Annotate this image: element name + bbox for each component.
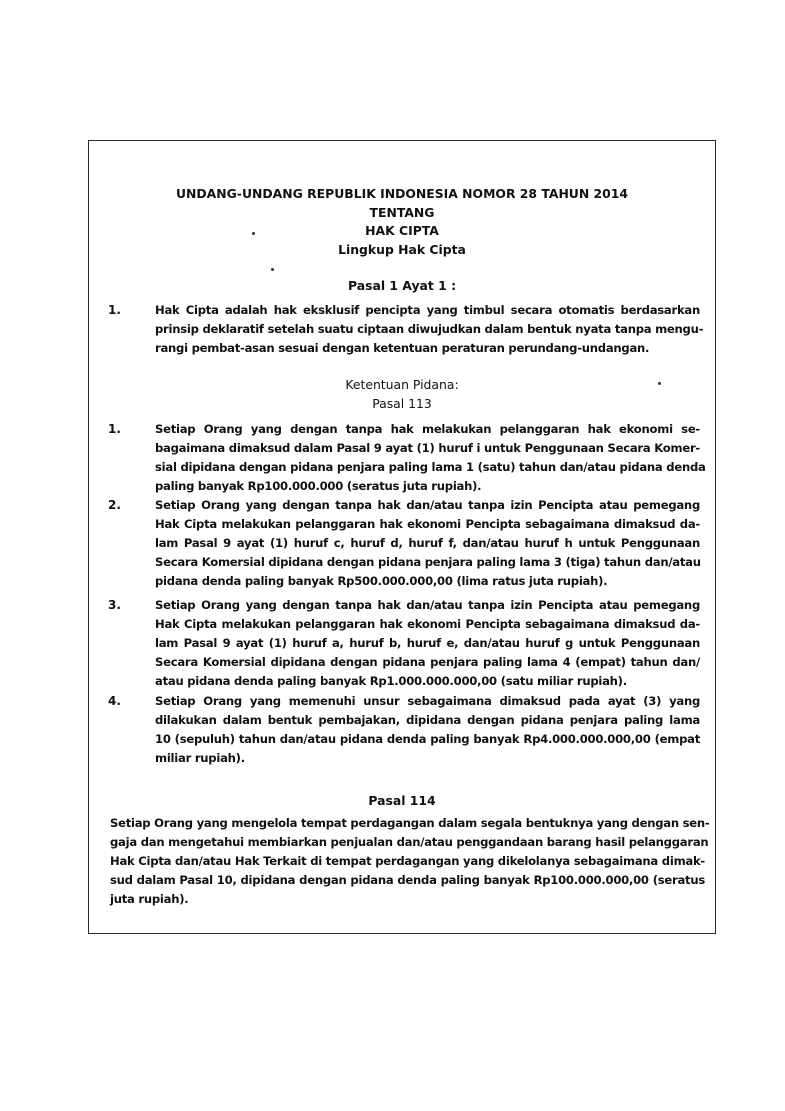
pasal113-item-line: lam Pasal 9 ayat (1) huruf a, huruf b, huruf e, dan/atau huruf g untuk Penggunaan — [155, 636, 700, 650]
pasal113-item-line: paling banyak Rp100.000.000 (seratus juta rupiah). — [155, 479, 482, 493]
pasal113-item-line: sial dipidana dengan pidana penjara paling lama 1 (satu) tahun dan/atau pidana denda — [155, 460, 706, 474]
pasal113-item-line: Hak Cipta melakukan pelanggaran hak ekonomi Pencipta sebagaimana dimaksud da- — [155, 517, 700, 531]
pasal114-line: Setiap Orang yang mengelola tempat perdagangan dalam segala bentuknya yang dengan sen- — [110, 816, 710, 830]
pasal114-heading: Pasal 114 — [368, 793, 436, 808]
law-title: UNDANG-UNDANG REPUBLIK INDONESIA NOMOR 28 TAHUN 2014 — [175, 186, 629, 201]
pasal113-item-line: Secara Komersial dipidana dengan pidana penjara paling lama 4 (empat) tahun dan/ — [155, 655, 700, 669]
pasal114-line: sud dalam Pasal 10, dipidana dengan pidana denda paling banyak Rp100.000.000,00 (seratus — [110, 873, 705, 887]
pasal113-item-line: miliar rupiah). — [155, 751, 245, 765]
pasal113-item-number: 2. — [108, 498, 121, 512]
pasal1-heading: Pasal 1 Ayat 1 : — [347, 278, 457, 293]
pasal113-item-line: 10 (sepuluh) tahun dan/atau pidana denda paling banyak Rp4.000.000.000,00 (empat — [155, 732, 700, 746]
pasal113-item-line: Setiap Orang yang dengan tanpa hak melakukan pelanggaran hak ekonomi se- — [155, 422, 700, 436]
pasal113-item-line: lam Pasal 9 ayat (1) huruf c, huruf d, huruf f, dan/atau huruf h untuk Penggunaan — [155, 536, 700, 550]
pasal113-item-line: pidana denda paling banyak Rp500.000.000,00 (lima ratus juta rupiah). — [155, 574, 608, 588]
pasal113-item-number: 4. — [108, 694, 121, 708]
ketentuan-heading: Ketentuan Pidana: — [345, 377, 459, 392]
pasal114-line: gaja dan mengetahui membiarkan penjualan dan/atau penggandaan barang hasil pelanggaran — [110, 835, 709, 849]
law-subject: HAK CIPTA — [365, 223, 439, 238]
law-tentang: TENTANG — [369, 205, 435, 220]
pasal113-item-line: Setiap Orang yang memenuhi unsur sebagaimana dimaksud pada ayat (3) yang — [155, 694, 700, 708]
pasal113-item-line: bagaimana dimaksud dalam Pasal 9 ayat (1) huruf i untuk Penggunaan Secara Komer- — [155, 441, 700, 455]
pasal113-item-number: 3. — [108, 598, 121, 612]
pasal1-line: Hak Cipta adalah hak eksklusif pencipta yang timbul secara otomatis berdasarkan — [155, 303, 700, 317]
pasal113-item-line: atau pidana denda paling banyak Rp1.000.000.000,00 (satu miliar rupiah). — [155, 674, 627, 688]
pasal113-item-line: Secara Komersial dipidana dengan pidana penjara paling lama 3 (tiga) tahun dan/atau — [155, 555, 701, 569]
pasal113-item-number: 1. — [108, 422, 121, 436]
law-scope: Lingkup Hak Cipta — [338, 242, 466, 257]
pasal113-item-line: Setiap Orang yang dengan tanpa hak dan/atau tanpa izin Pencipta atau pemegang — [155, 598, 700, 612]
pasal113-item-line: dilakukan dalam bentuk pembajakan, dipidana dengan pidana penjara paling lama — [155, 713, 700, 727]
pasal114-line: Hak Cipta dan/atau Hak Terkait di tempat perdagangan yang dikelolanya sebagaimana dimak- — [110, 854, 705, 868]
scan-speck — [271, 268, 274, 271]
pasal1-line: rangi pembat-asan sesuai dengan ketentuan peraturan perundang-undangan. — [155, 341, 650, 355]
pasal114-line: juta rupiah). — [110, 892, 189, 906]
pasal113-heading: Pasal 113 — [372, 396, 432, 411]
pasal113-item-line: Setiap Orang yang dengan tanpa hak dan/atau tanpa izin Pencipta atau pemegang — [155, 498, 700, 512]
pasal113-item-line: Hak Cipta melakukan pelanggaran hak ekonomi Pencipta sebagaimana dimaksud da- — [155, 617, 700, 631]
pasal1-line: prinsip deklaratif setelah suatu ciptaan diwujudkan dalam bentuk nyata tanpa mengu- — [155, 322, 704, 336]
pasal1-number: 1. — [108, 303, 121, 317]
